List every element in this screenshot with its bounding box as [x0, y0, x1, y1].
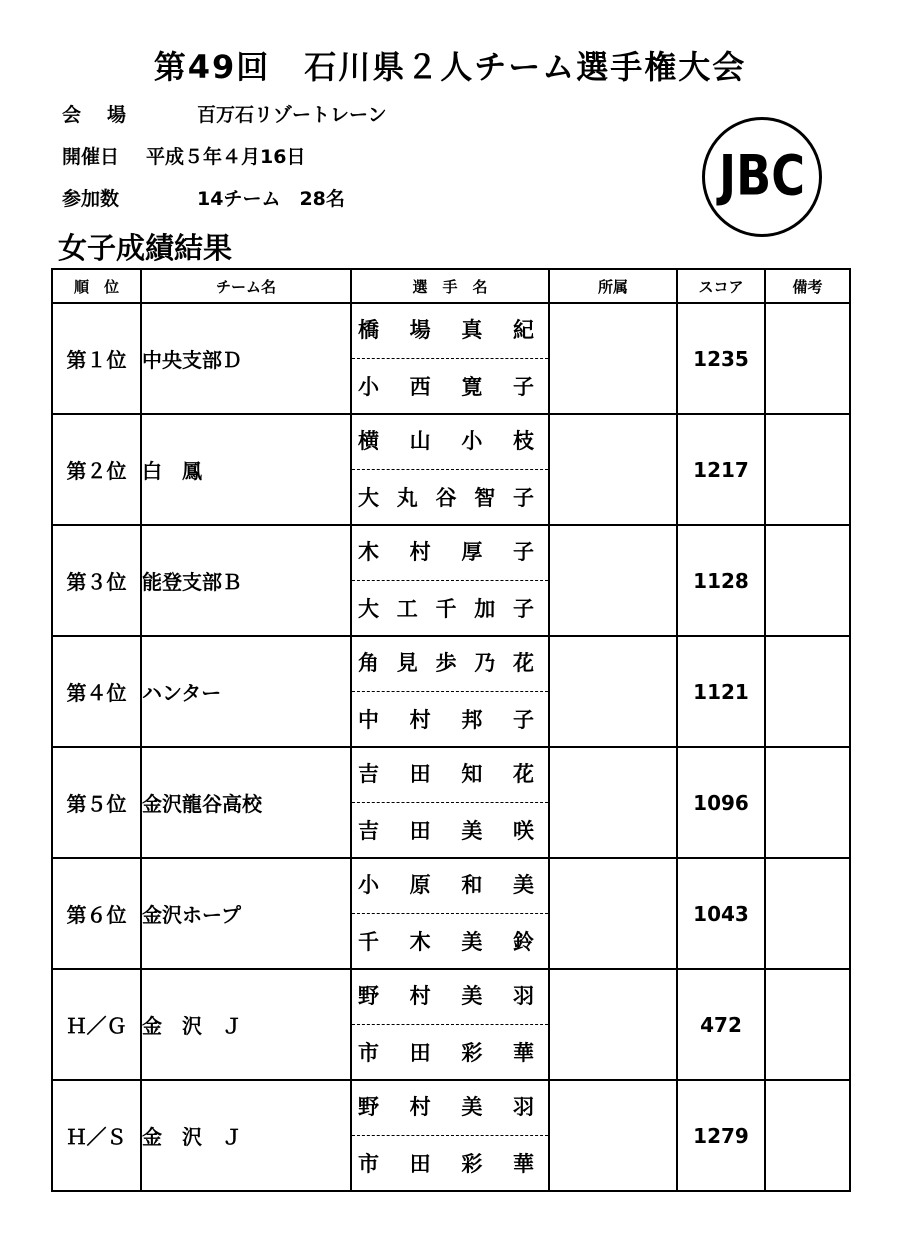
date-info — [62, 142, 306, 169]
table-row — [52, 747, 850, 858]
player-name: 吉田美咲 — [358, 819, 534, 843]
player-name: 市田彩華 — [358, 1152, 534, 1176]
players-cell — [351, 414, 549, 525]
player-name: 横山小枝 — [352, 415, 548, 470]
notes-cell — [765, 747, 850, 858]
rank-cell: 第６位 — [52, 858, 141, 969]
players-cell — [351, 636, 549, 747]
notes-cell — [765, 1080, 850, 1191]
rank-cell: Ｈ／Ｓ — [52, 1080, 141, 1191]
player-name: 中村邦子 — [358, 708, 534, 732]
player-name: 野村美羽 — [352, 970, 548, 1025]
score-cell: 1043 — [677, 858, 765, 969]
table-row — [52, 858, 850, 969]
player-name: 千木美鈴 — [358, 930, 534, 954]
score-cell: 1121 — [677, 636, 765, 747]
players-cell — [351, 858, 549, 969]
header-affiliation: 所属 — [549, 269, 677, 303]
team-cell: ハンター — [141, 636, 351, 747]
date-value: 平成５年４月16日 — [146, 146, 306, 168]
team-cell: 白 鳳 — [141, 414, 351, 525]
notes-cell — [765, 414, 850, 525]
table-row — [52, 414, 850, 525]
header-rank: 順 位 — [52, 269, 141, 303]
team-cell: 金沢ホープ — [141, 858, 351, 969]
score-cell: 1217 — [677, 414, 765, 525]
rank-cell: 第３位 — [52, 525, 141, 636]
jbc-logo — [702, 117, 822, 237]
table-row — [52, 303, 850, 414]
player-name: 木村厚子 — [352, 526, 548, 581]
participants-value: 14チーム 28名 — [197, 188, 345, 210]
player-name: 角見歩乃花 — [352, 637, 548, 692]
affiliation-cell — [549, 414, 677, 525]
team-cell: 金 沢 Ｊ — [141, 969, 351, 1080]
header-player: 選 手 名 — [351, 269, 549, 303]
player-name: 市田彩華 — [358, 1041, 534, 1065]
table-row — [52, 969, 850, 1080]
player-name: 小原和美 — [352, 859, 548, 914]
rank-cell: 第４位 — [52, 636, 141, 747]
participants-info — [62, 184, 345, 211]
header-notes: 備考 — [765, 269, 850, 303]
affiliation-cell — [549, 303, 677, 414]
results-subtitle: 女子成績結果 — [58, 231, 233, 265]
svg-text:JBC: JBC — [716, 147, 805, 207]
affiliation-cell — [549, 525, 677, 636]
player-name: 大工千加子 — [358, 597, 534, 621]
score-cell: 1096 — [677, 747, 765, 858]
rank-cell: Ｈ／Ｇ — [52, 969, 141, 1080]
team-cell: 中央支部Ｄ — [141, 303, 351, 414]
participants-label: 参加数 — [62, 188, 120, 210]
jbc-logo-text — [712, 147, 812, 207]
player-name: 橋場真紀 — [352, 304, 548, 359]
players-cell — [351, 969, 549, 1080]
notes-cell — [765, 858, 850, 969]
venue-info — [62, 100, 387, 127]
date-label: 開催日 — [62, 146, 120, 168]
player-name: 小西寛子 — [358, 375, 534, 399]
players-cell — [351, 303, 549, 414]
table-header-row — [52, 269, 850, 303]
team-cell: 能登支部Ｂ — [141, 525, 351, 636]
rank-cell: 第２位 — [52, 414, 141, 525]
affiliation-cell — [549, 858, 677, 969]
results-body — [52, 303, 850, 1191]
venue-label: 会場 — [62, 104, 153, 126]
rank-cell: 第５位 — [52, 747, 141, 858]
results-table — [51, 268, 851, 1192]
notes-cell — [765, 525, 850, 636]
document-title: 第49回 石川県２人チーム選手権大会 — [153, 48, 747, 86]
table-row — [52, 636, 850, 747]
player-name: 野村美羽 — [352, 1081, 548, 1136]
notes-cell — [765, 303, 850, 414]
score-cell: 472 — [677, 969, 765, 1080]
score-cell: 1235 — [677, 303, 765, 414]
team-cell: 金 沢 Ｊ — [141, 1080, 351, 1191]
affiliation-cell — [549, 969, 677, 1080]
venue-value: 百万石リゾートレーン — [197, 104, 387, 126]
notes-cell — [765, 969, 850, 1080]
notes-cell — [765, 636, 850, 747]
team-cell: 金沢龍谷高校 — [141, 747, 351, 858]
table-row — [52, 1080, 850, 1191]
player-name: 大丸谷智子 — [358, 486, 534, 510]
score-cell: 1128 — [677, 525, 765, 636]
affiliation-cell — [549, 636, 677, 747]
player-name: 吉田知花 — [352, 748, 548, 803]
players-cell — [351, 525, 549, 636]
players-cell — [351, 747, 549, 858]
affiliation-cell — [549, 1080, 677, 1191]
players-cell — [351, 1080, 549, 1191]
affiliation-cell — [549, 747, 677, 858]
score-cell: 1279 — [677, 1080, 765, 1191]
header-team: チーム名 — [141, 269, 351, 303]
rank-cell: 第１位 — [52, 303, 141, 414]
table-row — [52, 525, 850, 636]
header-score: スコア — [677, 269, 765, 303]
